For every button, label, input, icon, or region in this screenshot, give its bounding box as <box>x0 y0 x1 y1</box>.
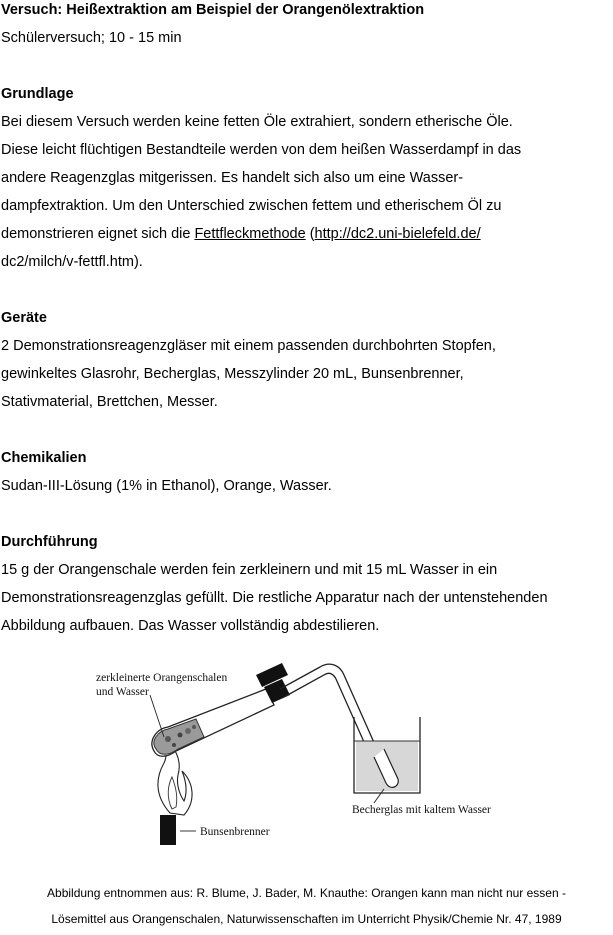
heading-geraete: Geräte <box>1 310 47 326</box>
apparatus-drawing <box>84 645 524 870</box>
paren-text: ( <box>305 226 315 242</box>
heading-chemikalien: Chemikalien <box>1 450 87 466</box>
chemikalien-line: Sudan-III-Lösung (1% in Ethanol), Orange, Wasser. <box>1 478 332 494</box>
geraete-line: Stativmaterial, Brettchen, Messer. <box>1 394 218 410</box>
label-burner: Bunsenbrenner <box>200 826 270 838</box>
durchfuehrung-line: 15 g der Orangenschale werden fein zerkleinern und mit 15 mL Wasser in ein <box>1 562 498 578</box>
grundlage-line-with-links <box>1 225 481 243</box>
grundlage-line: Diese leicht flüchtigen Bestandteile werden von dem heißen Wasserdampf in das <box>1 142 522 158</box>
geraete-line: gewinkeltes Glasrohr, Becherglas, Messzylinder 20 mL, Bunsenbrenner, <box>1 366 464 382</box>
document-subtitle: Schülerversuch; 10 - 15 min <box>1 30 182 46</box>
label-orange-peel: zerkleinerte Orangenschalen <box>96 672 228 684</box>
label-beaker: Becherglas mit kaltem Wasser <box>352 804 491 816</box>
grundlage-line: dc2/milch/v-fettfl.htm). <box>1 254 143 270</box>
grundlage-text: demonstrieren eignet sich die <box>1 226 195 242</box>
grundlage-line: dampfextraktion. Um den Unterschied zwischen fettem und etherischem Öl zu <box>1 198 502 214</box>
left-test-tube <box>152 689 274 756</box>
fettfleckmethode-link[interactable]: Fettfleckmethode <box>194 226 306 242</box>
bunsen-burner-shape <box>160 815 176 845</box>
figure-caption-line: Abbildung entnommen aus: R. Blume, J. Bader, M. Knauthe: Orangen kann man nicht nur essen - <box>47 886 566 900</box>
grundlage-line: Bei diesem Versuch werden keine fetten Öle extrahiert, sondern etherische Öle. <box>1 114 513 130</box>
url-link[interactable]: http://dc2.uni-bielefeld.de/ <box>314 226 481 242</box>
durchfuehrung-line: Demonstrationsreagenzglas gefüllt. Die restliche Apparatur nach der untenstehenden <box>1 590 548 606</box>
geraete-line: 2 Demonstrationsreagenzgläser mit einem passenden durchbohrten Stopfen, <box>1 338 496 354</box>
grundlage-line: andere Reagenzglas mitgerissen. Es handelt sich also um eine Wasser- <box>1 170 464 186</box>
document-title: Versuch: Heißextraktion am Beispiel der Orangenölextraktion <box>1 2 425 18</box>
apparatus-figure <box>84 645 524 870</box>
heading-grundlage: Grundlage <box>1 86 74 102</box>
label-orange-water: und Wasser <box>96 686 149 698</box>
durchfuehrung-line: Abbildung aufbauen. Das Wasser vollständig abdestilieren. <box>1 618 380 634</box>
heading-durchfuehrung: Durchführung <box>1 534 98 550</box>
figure-caption-line: Lösemittel aus Orangenschalen, Naturwissenschaften im Unterricht Physik/Chemie Nr. 47, 1989 <box>51 912 562 926</box>
